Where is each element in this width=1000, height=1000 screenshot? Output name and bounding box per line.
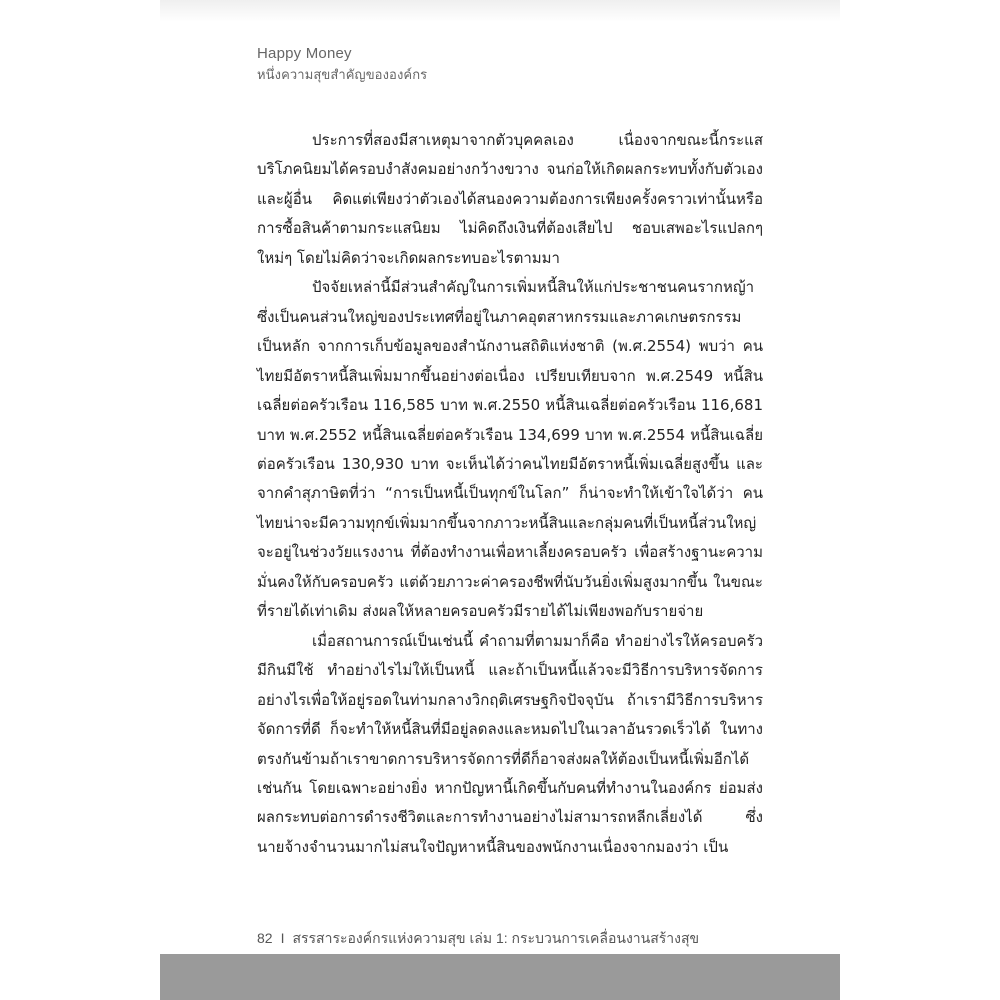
book-title: สรรสาระองค์กรแห่งความสุข เล่ม 1: กระบวนการเคลื่อนงานสร้างสุข: [292, 930, 700, 946]
paragraph-2: ปัจจัยเหล่านี้มีส่วนสำคัญในการเพิ่มหนี้สินให้แก่ประชาชนคนรากหญ้า ซึ่งเป็นคนส่วนใหญ่ของประเทศที่อยู่ในภาคอุตสาหกรรมและภาคเกษตรกรรมเป็นหลัก จากการเก็บข้อมูลของสำนักงานสถิติแห่งชาติ (พ.ศ.2554) พบว่า คนไทยมีอัตราหนี้สินเพิ่มมากขึ้นอย่างต่อเนื่อง เปรียบเทียบจาก พ.ศ.2549 หนี้สินเฉลี่ยต่อครัวเรือน 116,585 บาท พ.ศ.2550 หนี้สินเฉลี่ยต่อครัวเรือน 116,681 บาท พ.ศ.2552 หนี้สินเฉลี่ยต่อครัวเรือน 134,699 บาท พ.ศ.2554 หนี้สินเฉลี่ยต่อครัวเรือน 130,930 บาท จะเห็นได้ว่าคนไทยมีอัตราหนี้เพิ่มเฉลี่ยสูงขึ้น และจากคำสุภาษิตที่ว่า “การเป็นหนี้เป็นทุกข์ในโลก” ก็น่าจะทำให้เข้าใจได้ว่า คนไทยน่าจะมีความทุกข์เพิ่มมากขึ้นจากภาวะหนี้สินและกลุ่มคนที่เป็นหนี้ส่วนใหญ่จะอยู่ในช่วงวัยแรงงาน ที่ต้องทำงานเพื่อหาเลี้ยงครอบครัว เพื่อสร้างฐานะความมั่นคงให้กับครอบครัว แต่ด้วยภาวะค่าครองชีพที่นับวันยิ่งเพิ่มสูงมากขึ้น ในขณะที่รายได้เท่าเดิม ส่งผลให้หลายครอบครัวมีรายได้ไม่เพียงพอกับรายจ่าย: [257, 278, 763, 621]
running-head-subtitle: หนึ่งความสุขสำคัญขององค์กร: [257, 67, 428, 82]
running-head: [257, 44, 427, 86]
paragraph-3: เมื่อสถานการณ์เป็นเช่นนี้ คำถามที่ตามมาก็คือ ทำอย่างไรให้ครอบครัวมีกินมีใช้ ทำอย่างไรไม่ให้เป็นหนี้ และถ้าเป็นหนี้แล้วจะมีวิธีการบริหารจัดการอย่างไรเพื่อให้อยู่รอดในท่ามกลางวิกฤติเศรษฐกิจปัจจุบัน ถ้าเรามีวิธีการบริหารจัดการที่ดี ก็จะทำให้หนี้สินที่มีอยู่ลดลงและหมดไปในเวลาอันรวดเร็วได้ ในทางตรงกันข้ามถ้าเราขาดการบริหารจัดการที่ดีก็อาจส่งผลให้ต้องเป็นหนี้เพิ่มอีกได้เช่นกัน โดยเฉพาะอย่างยิ่ง หากปัญหานี้เกิดขึ้นกับคนที่ทำงานในองค์กร ย่อมส่งผลกระทบต่อการดำรงชีวิตและการทำงานอย่างไม่สามารถหลีกเลี่ยงได้ ซึ่งนายจ้างจำนวนมากไม่สนใจปัญหาหนี้สินของพนักงานเนื่องจากมองว่า เป็น: [257, 631, 763, 856]
bottom-decorative-band: [160, 954, 840, 1000]
paragraph-1: ประการที่สองมีสาเหตุมาจากตัวบุคคลเอง เนื่องจากขณะนี้กระแสบริโภคนิยมได้ครอบงำสังคมอย่างกว้างขวาง จนก่อให้เกิดผลกระทบทั้งกับตัวเองและผู้อื่น คิดแต่เพียงว่าตัวเองได้สนองความต้องการเพียงครั้งคราวเท่านั้นหรือการซื้อสินค้าตามกระแสนิยม ไม่คิดถึงเงินที่ต้องเสียไป ชอบเสพอะไรแปลกๆ ใหม่ๆ โดยไม่คิดว่าจะเกิดผลกระทบอะไรตามมา: [257, 131, 763, 267]
top-decorative-band: [160, 0, 840, 22]
body-text: [257, 126, 763, 862]
running-head-title: Happy Money: [257, 45, 352, 62]
footer-separator: I: [280, 930, 285, 946]
page-footer: [257, 928, 699, 950]
page-number: 82: [257, 930, 273, 946]
